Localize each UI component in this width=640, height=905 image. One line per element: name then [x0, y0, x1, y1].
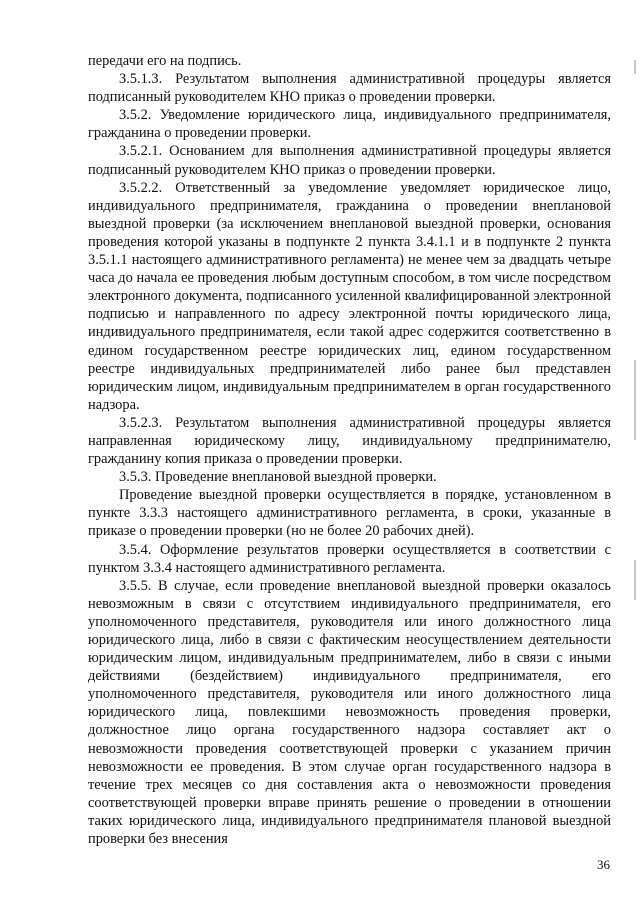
scan-edge-mark: [634, 560, 636, 600]
paragraph-inspection-procedure: Проведение выездной проверки осуществляется в порядке, установленном в пункте 3.3.3 настоящего административного регламента, в сроки, указанные в приказе о проведении проверки (но не более 20 рабочих дней).: [88, 487, 611, 540]
paragraph-continuation: передачи его на подпись.: [88, 53, 242, 69]
scan-edge-mark: [634, 360, 636, 440]
paragraph-3-5-2-2: 3.5.2.2. Ответственный за уведомление уведомляет юридическое лицо, индивидуального предпринимателя, гражданина о проведении внеплановой выездной проверки (за исключением внеплановой выездной проверки, основания проведения которой указаны в подпункте 2 пункта 3.4.1.1 и в подпункте 2 пункта 3.5.1.1 настоящего административного регламента) не менее чем за двадцать четыре часа до начала ее проведения любым доступным способом, в том числе посредством электронного документа, подписанного усиленной квалифицированной электронной подписью и направленного по адресу электронной почты юридического лица, индивидуального предпринимателя, если такой адрес содержится соответственно в едином государственном реестре юридических лиц, едином государственном реестре индивидуальных предпринимателей либо ранее был представлен юридическим лицом, индивидуальным предпринимателем в орган государственного надзора.: [88, 179, 611, 413]
paragraph-3-5-2-3: 3.5.2.3. Результатом выполнения административной процедуры является направленная юридическому лицу, индивидуальному предпринимателю, гражданину копия приказа о проведении проверки.: [88, 414, 611, 468]
paragraph-3-5-2-1: 3.5.2.1. Основанием для выполнения административной процедуры является подписанный руководителем КНО приказ о проведении проверки.: [88, 143, 611, 178]
document-body: [88, 52, 611, 848]
paragraph-3-5-3: 3.5.3. Проведение внеплановой выездной проверки.: [119, 469, 437, 486]
paragraph-3-5-5: 3.5.5. В случае, если проведение внеплановой выездной проверки оказалось невозможным в связи с отсутствием индивидуального предпринимателя, его уполномоченного представителя, руководителя или иного должностного лица юридического лица, либо в связи с фактическим неосуществлением деятельности юридическим лицом, индивидуальным предпринимателем, либо в связи с иными действиями (бездействием) индивидуального предпринимателя, его уполномоченного представителя, руководителя или иного должностного лица юридического лица, повлекшими невозможность проведения проверки, должностное лицо органа государственного надзора составляет акт о невозможности проведения соответствующей проверки с указанием причин невозможности ее проведения. В этом случае орган государственного надзора в течение трех месяцев со дня составления акта о невозможности проведения соответствующей проверки вправе принять решение о проведении в отношении таких юридического лица, индивидуального предпринимателя плановой выездной проверки без внесения: [88, 577, 611, 848]
scan-edge-mark: [634, 60, 636, 74]
paragraph-3-5-4: 3.5.4. Оформление результатов проверки осуществляется в соответствии с пунктом 3.3.4 настоящего административного регламента.: [88, 541, 611, 576]
paragraph-3-5-1-3: 3.5.1.3. Результатом выполнения административной процедуры является подписанный руководителем КНО приказ о проведении проверки.: [88, 71, 611, 106]
paragraph-3-5-2: 3.5.2. Уведомление юридического лица, индивидуального предпринимателя, гражданина о проведении проверки.: [88, 107, 611, 142]
page-number: 36: [597, 857, 610, 872]
